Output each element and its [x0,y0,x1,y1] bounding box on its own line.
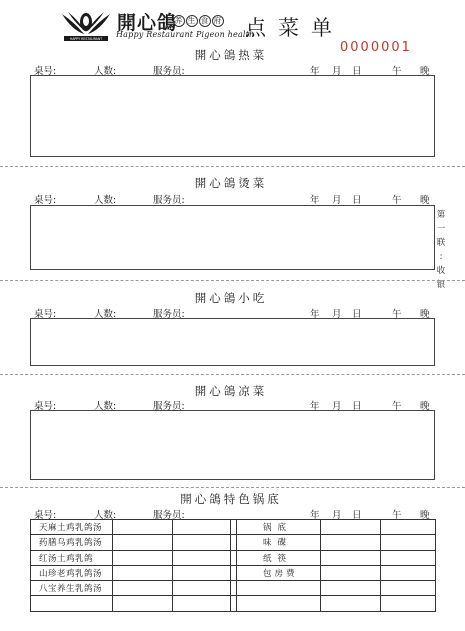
quantity-cell[interactable] [321,565,381,580]
table-row [31,550,436,565]
section-title-cold-dishes: 開心鴿凉菜 [194,384,268,398]
extra-item-name: 包房费 [237,565,321,580]
tear-line [0,374,465,375]
extra-item-name [237,581,321,596]
guest-count-label: 人数: [94,401,117,412]
guest-count-label: 人数: [94,66,117,77]
quantity-cell[interactable] [113,535,173,550]
serial-number: 0000001 [340,40,412,55]
evening-label: 晚 [420,401,430,412]
year-label: 年 [310,66,320,77]
year-label: 年 [310,309,320,320]
month-label: 月 [332,401,342,412]
quantity-cell[interactable] [113,550,173,565]
extra-item-name: 锅底 [237,520,321,535]
extra-item-name: 纸筷 [237,550,321,565]
noon-label: 午 [392,195,402,206]
price-cell[interactable] [173,565,231,580]
snacks-write-area[interactable] [30,318,435,366]
quantity-cell[interactable] [113,520,173,535]
dove-logo-icon [58,8,114,42]
waiter-label: 服务员: [153,195,185,206]
table-number-label: 桌号: [34,66,57,77]
copy-note: 第 一 联 : 收 银 [436,210,446,290]
quantity-cell[interactable] [321,535,381,550]
year-label: 年 [310,510,320,521]
month-label: 月 [332,510,342,521]
table-number-label: 桌号: [34,195,57,206]
price-cell[interactable] [173,581,231,596]
quantity-cell[interactable] [321,596,381,611]
price-cell[interactable] [173,550,231,565]
logo-tag: HAPPY RESTAURANT [69,37,103,41]
month-label: 月 [332,66,342,77]
extra-item-name [237,596,321,611]
cold-dishes-write-area[interactable] [30,410,435,480]
table-row [31,596,436,611]
document-title: 点菜单 [245,16,344,40]
section-title-hot-dishes: 開心鴿热菜 [194,48,268,62]
day-label: 日 [352,195,362,206]
soup-item-name: 山珍老鸡乳鸽汤 [31,565,113,580]
noon-label: 午 [392,309,402,320]
order-info-row [0,63,465,75]
price-cell[interactable] [173,596,231,611]
guest-count-label: 人数: [94,309,117,320]
hot-dishes-write-area[interactable] [30,75,435,157]
quantity-cell[interactable] [113,596,173,611]
evening-label: 晚 [420,309,430,320]
section-title-snacks: 開心鴿小吃 [194,291,268,305]
month-label: 月 [332,195,342,206]
soup-item-name: 药膳乌鸡乳鸽汤 [31,535,113,550]
noon-label: 午 [392,510,402,521]
evening-label: 晚 [420,66,430,77]
waiter-label: 服务员: [153,66,185,77]
extra-item-name: 味碟 [237,535,321,550]
soup-item-name [31,596,113,611]
quantity-cell[interactable] [321,550,381,565]
table-number-label: 桌号: [34,510,57,521]
tear-line [0,166,465,167]
order-info-row [0,192,465,204]
waiter-label: 服务员: [153,401,185,412]
table-row [31,520,436,535]
day-label: 日 [352,66,362,77]
table-number-label: 桌号: [34,401,57,412]
waiter-label: 服务员: [153,309,185,320]
section-title-hotpot-base: 開心鴿特色锅底 [180,492,282,506]
hotpot-order-table [30,519,436,612]
quantity-cell[interactable] [113,581,173,596]
brand-name: 開心鴿 [117,12,178,34]
table-row [31,535,436,550]
price-cell[interactable] [381,565,436,580]
guest-count-label: 人数: [94,510,117,521]
order-info-row [0,507,465,519]
table-number-label: 桌号: [34,309,57,320]
quantity-cell[interactable] [113,565,173,580]
quantity-cell[interactable] [321,520,381,535]
month-label: 月 [332,309,342,320]
order-info-row [0,398,465,410]
section-title-blanched-dishes: 開心鴿烫菜 [194,176,268,190]
tear-line [0,487,465,488]
blanched-dishes-write-area[interactable] [30,205,435,270]
price-cell[interactable] [381,550,436,565]
day-label: 日 [352,510,362,521]
price-cell[interactable] [381,535,436,550]
order-info-row [0,306,465,318]
tear-line [0,280,465,281]
guest-count-label: 人数: [94,195,117,206]
evening-label: 晚 [420,510,430,521]
soup-item-name: 红汤土鸡乳鸽 [31,550,113,565]
price-cell[interactable] [173,535,231,550]
day-label: 日 [352,401,362,412]
price-cell[interactable] [381,596,436,611]
brand-badge: 养 生 食 府 [174,16,223,25]
quantity-cell[interactable] [321,581,381,596]
noon-label: 午 [392,401,402,412]
table-row [31,581,436,596]
year-label: 年 [310,401,320,412]
price-cell[interactable] [381,520,436,535]
brand-english-name: Happy Restaurant Pigeon health [116,30,255,39]
year-label: 年 [310,195,320,206]
table-row [31,565,436,580]
evening-label: 晚 [420,195,430,206]
price-cell[interactable] [381,581,436,596]
day-label: 日 [352,309,362,320]
soup-item-name: 天麻土鸡乳鸽汤 [31,520,113,535]
waiter-label: 服务员: [153,510,185,521]
price-cell[interactable] [173,520,231,535]
noon-label: 午 [392,66,402,77]
soup-item-name: 八宝养生乳鸽汤 [31,581,113,596]
